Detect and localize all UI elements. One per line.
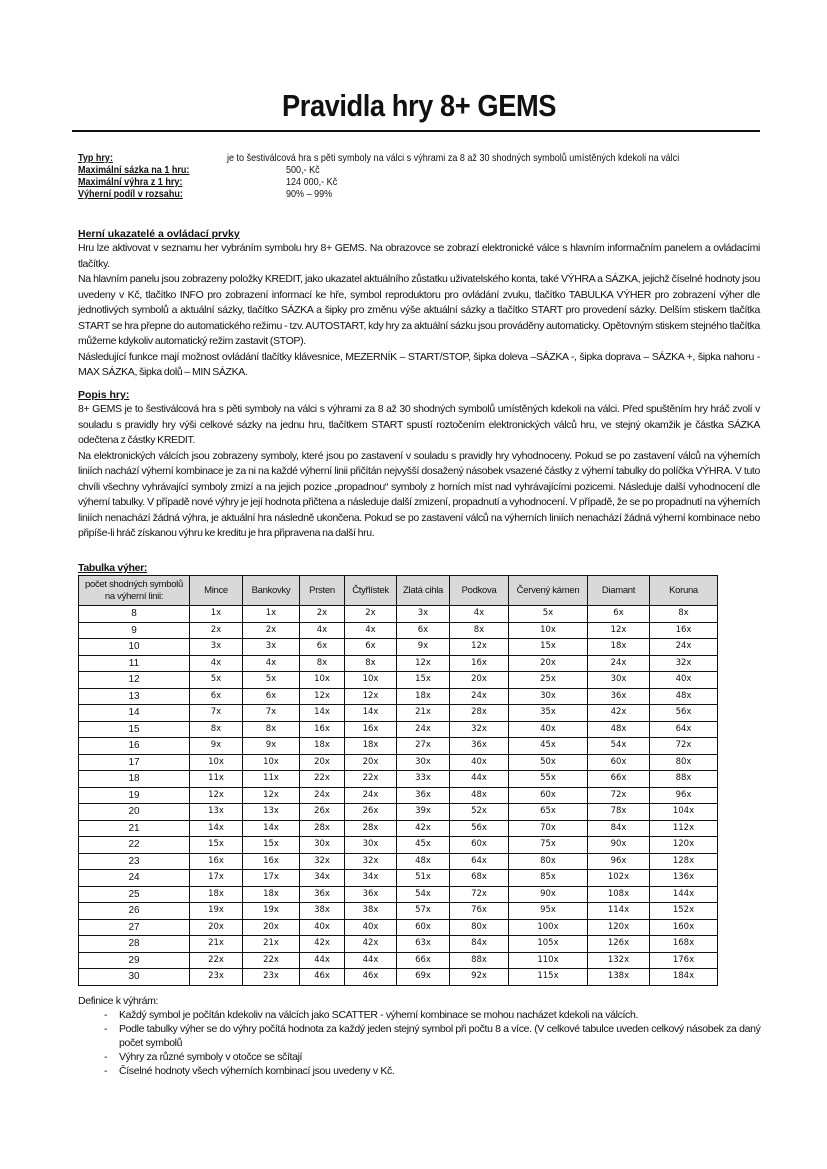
multiplier-cell: 152x <box>650 903 718 920</box>
multiplier-cell: 40x <box>300 919 345 936</box>
table-row <box>79 969 718 986</box>
multiplier-cell: 26x <box>345 804 397 821</box>
multiplier-cell: 144x <box>650 886 718 903</box>
multiplier-cell: 16x <box>190 853 243 870</box>
symbol-count-cell: 11 <box>79 655 190 672</box>
table-row <box>79 952 718 969</box>
definitions-heading: Definice k výhrám: <box>78 995 159 1007</box>
table-row <box>79 787 718 804</box>
multiplier-cell: 72x <box>650 738 718 755</box>
multiplier-cell: 22x <box>243 952 300 969</box>
multiplier-cell: 24x <box>397 721 450 738</box>
bullet-dash: - <box>104 1065 108 1077</box>
multiplier-cell: 24x <box>300 787 345 804</box>
multiplier-cell: 30x <box>300 837 345 854</box>
table-row <box>79 639 718 656</box>
multiplier-cell: 35x <box>509 705 588 722</box>
multiplier-cell: 75x <box>509 837 588 854</box>
multiplier-cell: 40x <box>345 919 397 936</box>
table-row <box>79 738 718 755</box>
multiplier-cell: 40x <box>650 672 718 689</box>
multiplier-cell: 24x <box>650 639 718 656</box>
multiplier-cell: 10x <box>243 754 300 771</box>
symbol-count-cell: 13 <box>79 688 190 705</box>
table-row <box>79 886 718 903</box>
multiplier-cell: 8x <box>243 721 300 738</box>
multiplier-cell: 32x <box>450 721 509 738</box>
info-value: je to šestiválcová hra s pěti symboly na válci s výhrami za 8 až 30 shodných symbolů umístěných kdekoli na válci <box>227 152 680 164</box>
multiplier-cell: 9x <box>397 639 450 656</box>
symbol-count-cell: 12 <box>79 672 190 689</box>
multiplier-cell: 18x <box>190 886 243 903</box>
table-row <box>79 721 718 738</box>
multiplier-cell: 56x <box>450 820 509 837</box>
multiplier-cell: 5x <box>243 672 300 689</box>
multiplier-cell: 46x <box>300 969 345 986</box>
multiplier-cell: 45x <box>397 837 450 854</box>
multiplier-cell: 16x <box>243 853 300 870</box>
multiplier-cell: 60x <box>397 919 450 936</box>
multiplier-cell: 11x <box>243 771 300 788</box>
multiplier-cell: 92x <box>450 969 509 986</box>
multiplier-cell: 18x <box>588 639 650 656</box>
multiplier-cell: 20x <box>243 919 300 936</box>
multiplier-cell: 42x <box>300 936 345 953</box>
paragraph: Následující funkce mají možnost ovládání tlačítky klávesnice, MEZERNÍK – START/STOP, šipka doleva –SÁZKA -, šipka doprava – SÁZKA +, šipka nahoru - MAX SÁZKA, šipka dolů – MIN SÁZKA. <box>78 350 760 378</box>
bullet-dash: - <box>104 1051 108 1063</box>
multiplier-cell: 60x <box>509 787 588 804</box>
multiplier-cell: 24x <box>588 655 650 672</box>
multiplier-cell: 96x <box>650 787 718 804</box>
multiplier-cell: 24x <box>450 688 509 705</box>
multiplier-cell: 80x <box>650 754 718 771</box>
multiplier-cell: 80x <box>450 919 509 936</box>
multiplier-cell: 18x <box>397 688 450 705</box>
table-row <box>79 622 718 639</box>
multiplier-cell: 42x <box>588 705 650 722</box>
multiplier-cell: 72x <box>450 886 509 903</box>
multiplier-cell: 112x <box>650 820 718 837</box>
symbol-count-cell: 22 <box>79 837 190 854</box>
symbol-count-cell: 9 <box>79 622 190 639</box>
multiplier-cell: 28x <box>450 705 509 722</box>
multiplier-cell: 95x <box>509 903 588 920</box>
symbol-count-cell: 14 <box>79 705 190 722</box>
multiplier-cell: 102x <box>588 870 650 887</box>
column-header: Diamant <box>588 576 650 606</box>
multiplier-cell: 54x <box>397 886 450 903</box>
table-row <box>79 903 718 920</box>
symbol-count-cell: 29 <box>79 952 190 969</box>
multiplier-cell: 17x <box>243 870 300 887</box>
definition-item: - Výhry za různé symboly v otočce se sčítají <box>104 1051 303 1063</box>
multiplier-cell: 84x <box>450 936 509 953</box>
table-row <box>79 936 718 953</box>
multiplier-cell: 132x <box>588 952 650 969</box>
multiplier-cell: 10x <box>190 754 243 771</box>
info-value: 500,- Kč <box>286 164 320 176</box>
multiplier-cell: 10x <box>509 622 588 639</box>
multiplier-cell: 10x <box>300 672 345 689</box>
table-row <box>79 820 718 837</box>
symbol-count-cell: 18 <box>79 771 190 788</box>
symbol-count-cell: 25 <box>79 886 190 903</box>
symbol-count-cell: 16 <box>79 738 190 755</box>
column-header: Prsten <box>300 576 345 606</box>
multiplier-cell: 28x <box>300 820 345 837</box>
multiplier-cell: 68x <box>450 870 509 887</box>
multiplier-cell: 57x <box>397 903 450 920</box>
multiplier-cell: 138x <box>588 969 650 986</box>
multiplier-cell: 15x <box>509 639 588 656</box>
title-divider <box>72 130 760 132</box>
multiplier-cell: 8x <box>190 721 243 738</box>
multiplier-cell: 8x <box>345 655 397 672</box>
multiplier-cell: 12x <box>243 787 300 804</box>
table-row <box>79 837 718 854</box>
multiplier-cell: 96x <box>588 853 650 870</box>
info-value: 90% – 99% <box>286 188 333 200</box>
multiplier-cell: 44x <box>450 771 509 788</box>
multiplier-cell: 30x <box>509 688 588 705</box>
multiplier-cell: 16x <box>650 622 718 639</box>
multiplier-cell: 6x <box>397 622 450 639</box>
multiplier-cell: 3x <box>190 639 243 656</box>
paytable <box>78 575 718 986</box>
multiplier-cell: 21x <box>243 936 300 953</box>
paragraph: Hru lze aktivovat v seznamu her vybráním symbolu hry 8+ GEMS. Na obrazovce se zobrazí elektronické válce s hlavním informačním panelem a ovládacími tlačítky. <box>78 242 760 270</box>
multiplier-cell: 64x <box>450 853 509 870</box>
multiplier-cell: 18x <box>243 886 300 903</box>
multiplier-cell: 84x <box>588 820 650 837</box>
multiplier-cell: 54x <box>588 738 650 755</box>
multiplier-cell: 80x <box>509 853 588 870</box>
multiplier-cell: 168x <box>650 936 718 953</box>
multiplier-cell: 63x <box>397 936 450 953</box>
multiplier-cell: 90x <box>588 837 650 854</box>
multiplier-cell: 36x <box>588 688 650 705</box>
multiplier-cell: 28x <box>345 820 397 837</box>
multiplier-cell: 66x <box>397 952 450 969</box>
controls-heading: Herní ukazatelé a ovládací prvky <box>78 228 240 240</box>
multiplier-cell: 115x <box>509 969 588 986</box>
multiplier-cell: 7x <box>243 705 300 722</box>
multiplier-cell: 15x <box>397 672 450 689</box>
symbol-count-cell: 28 <box>79 936 190 953</box>
multiplier-cell: 36x <box>345 886 397 903</box>
definitions-section <box>78 994 768 1078</box>
bullet-dash: - <box>104 1023 108 1035</box>
info-label: Typ hry: <box>78 152 113 164</box>
multiplier-cell: 52x <box>450 804 509 821</box>
multiplier-cell: 40x <box>450 754 509 771</box>
multiplier-cell: 14x <box>300 705 345 722</box>
symbol-count-cell: 15 <box>79 721 190 738</box>
definition-item: - Každý symbol je počítán kdekoliv na válcích jako SCATTER - výherní kombinace se mohou nacházet kdekoli na válcích. <box>104 1009 639 1021</box>
info-label: Výherní podíl v rozsahu: <box>78 188 183 200</box>
multiplier-cell: 12x <box>588 622 650 639</box>
table-row <box>79 919 718 936</box>
multiplier-cell: 30x <box>397 754 450 771</box>
multiplier-cell: 46x <box>345 969 397 986</box>
multiplier-cell: 17x <box>190 870 243 887</box>
multiplier-cell: 2x <box>345 606 397 623</box>
column-header: počet shodných symbolů na výherní linii: <box>79 576 190 606</box>
multiplier-cell: 24x <box>345 787 397 804</box>
multiplier-cell: 19x <box>243 903 300 920</box>
symbol-count-cell: 19 <box>79 787 190 804</box>
multiplier-cell: 42x <box>397 820 450 837</box>
multiplier-cell: 100x <box>509 919 588 936</box>
symbol-count-cell: 21 <box>79 820 190 837</box>
column-header: Bankovky <box>243 576 300 606</box>
multiplier-cell: 184x <box>650 969 718 986</box>
multiplier-cell: 20x <box>509 655 588 672</box>
multiplier-cell: 176x <box>650 952 718 969</box>
column-header: Koruna <box>650 576 718 606</box>
multiplier-cell: 48x <box>650 688 718 705</box>
description-heading: Popis hry: <box>78 389 130 401</box>
multiplier-cell: 26x <box>300 804 345 821</box>
multiplier-cell: 2x <box>243 622 300 639</box>
definition-item: - Číselné hodnoty všech výherních kombinací jsou uvedeny v Kč. <box>104 1065 395 1077</box>
multiplier-cell: 21x <box>397 705 450 722</box>
info-label: Maximální výhra z 1 hry: <box>78 176 183 188</box>
multiplier-cell: 7x <box>190 705 243 722</box>
multiplier-cell: 27x <box>397 738 450 755</box>
multiplier-cell: 114x <box>588 903 650 920</box>
column-header: Červený kámen <box>509 576 588 606</box>
multiplier-cell: 1x <box>190 606 243 623</box>
multiplier-cell: 6x <box>588 606 650 623</box>
multiplier-cell: 48x <box>450 787 509 804</box>
multiplier-cell: 38x <box>300 903 345 920</box>
multiplier-cell: 6x <box>300 639 345 656</box>
multiplier-cell: 4x <box>345 622 397 639</box>
multiplier-cell: 32x <box>300 853 345 870</box>
multiplier-cell: 19x <box>190 903 243 920</box>
multiplier-cell: 23x <box>190 969 243 986</box>
multiplier-cell: 56x <box>650 705 718 722</box>
multiplier-cell: 40x <box>509 721 588 738</box>
bullet-dash: - <box>104 1009 108 1021</box>
multiplier-cell: 12x <box>450 639 509 656</box>
multiplier-cell: 60x <box>450 837 509 854</box>
multiplier-cell: 120x <box>588 919 650 936</box>
multiplier-cell: 22x <box>345 771 397 788</box>
multiplier-cell: 6x <box>345 639 397 656</box>
description-text <box>78 402 760 542</box>
paytable-body <box>79 606 718 986</box>
multiplier-cell: 32x <box>650 655 718 672</box>
multiplier-cell: 12x <box>190 787 243 804</box>
multiplier-cell: 4x <box>243 655 300 672</box>
multiplier-cell: 160x <box>650 919 718 936</box>
table-row <box>79 771 718 788</box>
multiplier-cell: 88x <box>650 771 718 788</box>
table-row <box>79 804 718 821</box>
info-label: Maximální sázka na 1 hru: <box>78 164 190 176</box>
symbol-count-cell: 20 <box>79 804 190 821</box>
multiplier-cell: 44x <box>345 952 397 969</box>
info-value: 124 000,- Kč <box>286 176 338 188</box>
multiplier-cell: 9x <box>243 738 300 755</box>
multiplier-cell: 25x <box>509 672 588 689</box>
multiplier-cell: 105x <box>509 936 588 953</box>
symbol-count-cell: 23 <box>79 853 190 870</box>
multiplier-cell: 108x <box>588 886 650 903</box>
multiplier-cell: 4x <box>190 655 243 672</box>
symbol-count-cell: 24 <box>79 870 190 887</box>
multiplier-cell: 1x <box>243 606 300 623</box>
multiplier-cell: 60x <box>588 754 650 771</box>
symbol-count-cell: 10 <box>79 639 190 656</box>
multiplier-cell: 5x <box>509 606 588 623</box>
multiplier-cell: 20x <box>190 919 243 936</box>
symbol-count-cell: 26 <box>79 903 190 920</box>
multiplier-cell: 3x <box>243 639 300 656</box>
multiplier-cell: 120x <box>650 837 718 854</box>
table-row <box>79 705 718 722</box>
multiplier-cell: 8x <box>650 606 718 623</box>
paragraph: 8+ GEMS je to šestiválcová hra s pěti symboly na válci s výhrami za 8 až 30 shodných symbolů umístěných kdekoli na válci. Před spuštěním hry hráč zvolí v souladu s pravidly hry výši celkové sázky na jednu hru, tlačítkem START spustí roztočením elektronických válců hru, ve stejný okamžik je částka SÁZKA odečtena z částky KREDIT. <box>78 403 760 446</box>
multiplier-cell: 11x <box>190 771 243 788</box>
paytable-header-row <box>79 576 718 606</box>
table-row <box>79 688 718 705</box>
definitions-list <box>78 1008 768 1078</box>
symbol-count-cell: 17 <box>79 754 190 771</box>
symbol-count-cell: 27 <box>79 919 190 936</box>
table-row <box>79 672 718 689</box>
multiplier-cell: 38x <box>345 903 397 920</box>
multiplier-cell: 9x <box>190 738 243 755</box>
description-section <box>78 389 760 542</box>
multiplier-cell: 39x <box>397 804 450 821</box>
multiplier-cell: 42x <box>345 936 397 953</box>
multiplier-cell: 136x <box>650 870 718 887</box>
multiplier-cell: 18x <box>300 738 345 755</box>
multiplier-cell: 13x <box>243 804 300 821</box>
multiplier-cell: 5x <box>190 672 243 689</box>
controls-text <box>78 241 760 381</box>
multiplier-cell: 55x <box>509 771 588 788</box>
multiplier-cell: 18x <box>345 738 397 755</box>
multiplier-cell: 12x <box>345 688 397 705</box>
multiplier-cell: 110x <box>509 952 588 969</box>
multiplier-cell: 14x <box>190 820 243 837</box>
paytable-heading: Tabulka výher: <box>78 562 148 574</box>
multiplier-cell: 32x <box>345 853 397 870</box>
multiplier-cell: 66x <box>588 771 650 788</box>
multiplier-cell: 3x <box>397 606 450 623</box>
multiplier-cell: 48x <box>588 721 650 738</box>
table-row <box>79 853 718 870</box>
multiplier-cell: 36x <box>300 886 345 903</box>
multiplier-cell: 13x <box>190 804 243 821</box>
multiplier-cell: 2x <box>300 606 345 623</box>
multiplier-cell: 78x <box>588 804 650 821</box>
multiplier-cell: 16x <box>300 721 345 738</box>
multiplier-cell: 8x <box>450 622 509 639</box>
symbol-count-cell: 30 <box>79 969 190 986</box>
table-row <box>79 655 718 672</box>
multiplier-cell: 14x <box>345 705 397 722</box>
multiplier-cell: 128x <box>650 853 718 870</box>
multiplier-cell: 2x <box>190 622 243 639</box>
multiplier-cell: 69x <box>397 969 450 986</box>
multiplier-cell: 16x <box>345 721 397 738</box>
multiplier-cell: 21x <box>190 936 243 953</box>
column-header: Čtyřlístek <box>345 576 397 606</box>
column-header: Zlatá cihla <box>397 576 450 606</box>
multiplier-cell: 104x <box>650 804 718 821</box>
table-row <box>79 754 718 771</box>
multiplier-cell: 4x <box>450 606 509 623</box>
multiplier-cell: 22x <box>300 771 345 788</box>
table-row <box>79 606 718 623</box>
multiplier-cell: 4x <box>300 622 345 639</box>
page-title: Pravidla hry 8+ GEMS <box>282 88 556 123</box>
multiplier-cell: 14x <box>243 820 300 837</box>
multiplier-cell: 16x <box>450 655 509 672</box>
multiplier-cell: 48x <box>397 853 450 870</box>
controls-section <box>78 228 760 381</box>
multiplier-cell: 64x <box>650 721 718 738</box>
multiplier-cell: 36x <box>397 787 450 804</box>
multiplier-cell: 126x <box>588 936 650 953</box>
multiplier-cell: 6x <box>243 688 300 705</box>
multiplier-cell: 85x <box>509 870 588 887</box>
multiplier-cell: 51x <box>397 870 450 887</box>
multiplier-cell: 34x <box>345 870 397 887</box>
multiplier-cell: 12x <box>397 655 450 672</box>
multiplier-cell: 76x <box>450 903 509 920</box>
multiplier-cell: 30x <box>345 837 397 854</box>
multiplier-cell: 50x <box>509 754 588 771</box>
multiplier-cell: 15x <box>190 837 243 854</box>
multiplier-cell: 88x <box>450 952 509 969</box>
column-header: Podkova <box>450 576 509 606</box>
multiplier-cell: 70x <box>509 820 588 837</box>
multiplier-cell: 20x <box>450 672 509 689</box>
column-header: Mince <box>190 576 243 606</box>
multiplier-cell: 10x <box>345 672 397 689</box>
multiplier-cell: 90x <box>509 886 588 903</box>
multiplier-cell: 22x <box>190 952 243 969</box>
multiplier-cell: 33x <box>397 771 450 788</box>
paragraph: Na hlavním panelu jsou zobrazeny položky KREDIT, jako ukazatel aktuálního zůstatku uživatelského konta, také VÝHRA a SÁZKA, jejichž číselné hodnoty jsou uvedeny v Kč, tlačítko INFO pro zobrazení informací ke hře, symbol reproduktoru pro ovládání zvuku, tlačítko TABULKA VÝHER pro zobrazení výher dle jednotlivých symbolů a aktuální sázky, tlačítko SÁZKA a šipky pro změnu výše aktuální sázky a tlačítko START pro provedení sázky. Delším stiskem tlačítka START se hra přepne do automatického režimu - tzv. AUTOSTART, kdy hry za aktuální sázku jsou prováděny automaticky. Opětovným stiskem stejného tlačítka můžeme kdykoliv automatický režim zastavit (STOP). <box>78 273 760 347</box>
symbol-count-cell: 8 <box>79 606 190 623</box>
table-row <box>79 870 718 887</box>
paragraph: Na elektronických válcích jsou zobrazeny symboly, které jsou po zastavení v souladu s pravidly hry vyhodnoceny. Pokud se po zastavení válců na výherních liniích nachází výherní kombinace je za ni na každé výherní linii přičítán nejvyšší dosažený násobek vsazené částky z výherní tabulky do políčka VÝHRA. V tuto chvíli všechny vyhrávající symboly zmizí a na jejich pozice „propadnou“ symboly z horních míst nad vyhrávajícími pozicemi. Následuje další vyhodnocení dle výherní tabulky. V případě nové výhry je její hodnota přičtena a následuje další zmizení, propadnutí a vyhodnocení. V případě, že se po propadnutí na výherních liniích nenachází žádná výhra, je aktuální hra následně ukončena. Pokud se po zastavení válců na výherních liniích nenachází žádná výherní kombinace nebo připíše-li hráč získanou výhru ke kreditu je hra připravena na další hru. <box>78 449 760 539</box>
multiplier-cell: 44x <box>300 952 345 969</box>
multiplier-cell: 15x <box>243 837 300 854</box>
multiplier-cell: 20x <box>300 754 345 771</box>
multiplier-cell: 72x <box>588 787 650 804</box>
multiplier-cell: 23x <box>243 969 300 986</box>
multiplier-cell: 20x <box>345 754 397 771</box>
multiplier-cell: 36x <box>450 738 509 755</box>
multiplier-cell: 6x <box>190 688 243 705</box>
multiplier-cell: 30x <box>588 672 650 689</box>
multiplier-cell: 34x <box>300 870 345 887</box>
definition-item: - Podle tabulky výher se do výhry počítá hodnota za každý jeden stejný symbol při počtu 8 a více. (V celkové tabulce uveden celkový násobek za daný počet symbolů <box>104 1023 761 1049</box>
multiplier-cell: 8x <box>300 655 345 672</box>
multiplier-cell: 65x <box>509 804 588 821</box>
multiplier-cell: 45x <box>509 738 588 755</box>
multiplier-cell: 12x <box>300 688 345 705</box>
